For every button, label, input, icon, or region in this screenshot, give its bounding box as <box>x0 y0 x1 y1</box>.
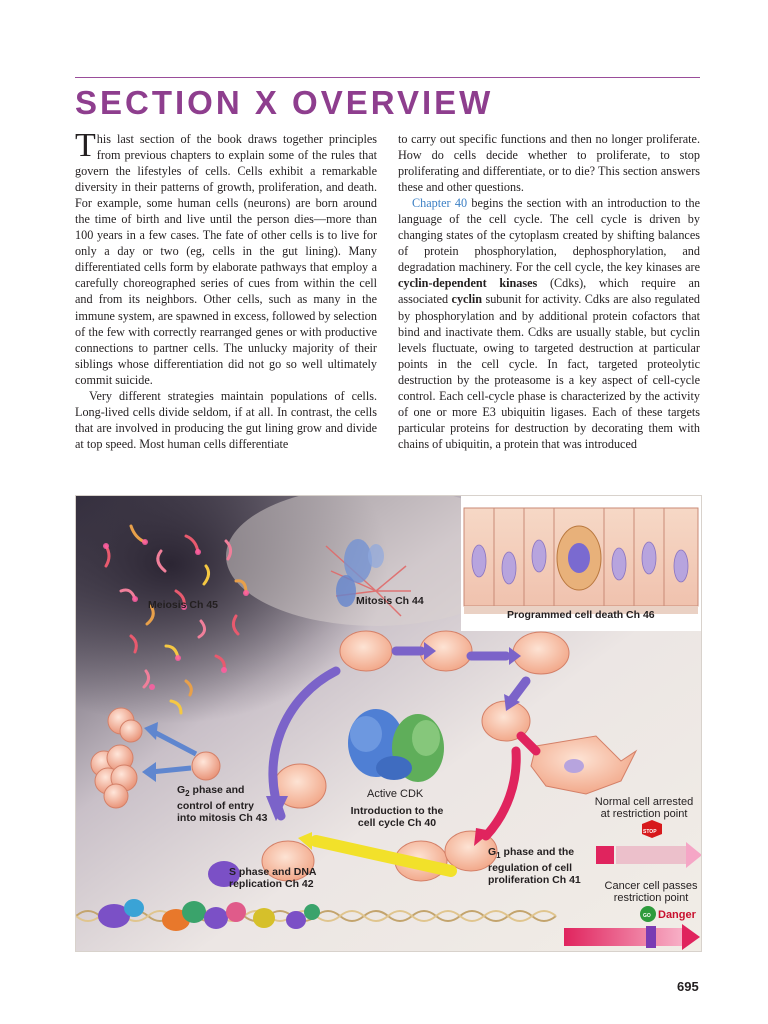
term-cyclin: cyclin <box>451 292 483 307</box>
label-s-line-1: S phase and DNA <box>229 866 317 878</box>
right-paragraph-2-a: begins the section with an introduction to the language of the cell cycle. The cell cycle is driven by changing states of the cytoplasm created by shifting balances of protein phosphorylation, dephosphorylation, and degradation machinery. For the cell cycle, the key kinases are <box>398 196 700 275</box>
left-paragraph-2: Very different strategies maintain populations of cells. Long-lived cells divide seldom, if at all. In contrast, the cells that are involved in producing the gut lining grow and divide at top speed. Most human cells differentiate <box>75 388 377 451</box>
label-g1-line-2: regulation of cell <box>488 862 573 875</box>
right-column <box>398 131 700 452</box>
label-g1-line-1 <box>488 846 581 862</box>
label-programmed-cell-death: Programmed cell death Ch 46 <box>507 609 655 621</box>
label-g1-line-3: proliferation Ch 41 <box>488 874 581 887</box>
label-g2-letter: G <box>177 784 186 796</box>
label-normal-line-2: at restriction point <box>600 808 688 820</box>
label-intro-line-1: Introduction to the <box>350 805 444 817</box>
label-normal-line-1: Normal cell arrested <box>594 796 694 808</box>
section-title: SECTION X OVERVIEW <box>75 84 494 121</box>
label-g2-rest: phase and <box>189 784 245 796</box>
label-cancer-line-1: Cancer cell passes <box>604 880 698 892</box>
left-paragraph-1 <box>75 127 377 388</box>
drop-cap: T <box>75 127 96 164</box>
label-cancer-cell <box>596 880 702 904</box>
term-cdk: cyclin-dependent kinases <box>398 276 538 291</box>
label-g2-line-1 <box>177 784 267 800</box>
label-g2-line-2: control of entry <box>177 800 255 813</box>
stop-sign-text: STOP <box>643 829 657 835</box>
cell-cycle-figure <box>75 495 702 952</box>
right-paragraph-2-b: (Cdks), which require an associated <box>398 276 700 307</box>
label-s-phase <box>229 866 317 890</box>
right-paragraph-1: to carry out specific functions and then no longer proliferate. How do cells decide whether to proliferate, to stop proliferating and differentiate, or to die? This section answers these and other questions. <box>398 132 700 195</box>
label-s-line-2: replication Ch 42 <box>229 878 314 890</box>
label-g1-rest: phase and the <box>500 846 575 858</box>
label-meiosis: Meiosis Ch 45 <box>148 599 219 611</box>
label-g1-subscript: 1 <box>496 851 501 861</box>
label-intro-line-2: cell cycle Ch 40 <box>357 817 437 829</box>
label-intro-cell-cycle <box>342 805 452 829</box>
go-sign-text: GO <box>643 913 651 919</box>
label-g2-subscript: 2 <box>185 789 190 799</box>
label-active-cdk: Active CDK <box>367 788 424 800</box>
page-number: 695 <box>677 979 699 994</box>
label-cancer-line-2: restriction point <box>613 892 689 904</box>
left-paragraph-1-text: his last section of the book draws together principles from previous chapters to explain some of the rules that govern the lifestyles of cells. Cells exhibit a remarkable diversity in their patterns of growth, proliferation, and death. For example, some human cells (neurons) are born around the time of birth and live until the person dies—more than 100 years in a few cases. The fate of other cells is to live for only a day or two (eg, cells in the gut lining). Many differentiated cells form by elaborate pathways that employ a carefully choreographed series of cues from within the cell and from its neighbors. Other cells, such as many in the immune system, are spawned in excess, followed by selection of the few with correctly rearranged genes or with productive connections to partner cells. The unlucky majority of their siblings whose differentiation did not go so well ultimately commit suicide. <box>75 132 377 387</box>
label-normal-cell <box>584 796 702 820</box>
right-paragraph-2 <box>398 195 700 452</box>
label-danger: Danger <box>658 909 696 921</box>
label-g1-letter: G <box>488 846 497 858</box>
left-column <box>75 127 377 452</box>
right-paragraph-2-c: subunit for activity. Cdks are also regulated by phosphorylation and by additional protein cofactors that bind and inactivate them. Cdks are usually stable, but cyclin levels fluctuate, owing to targeted destruction at particular points in the cell cycle. In fact, targeted proteolytic destruction by the proteasome is a key aspect of cell-cycle control. Each cell-cycle phase is characterized by the activity of one or more E3 ubiquitin ligases. Each of these targets particular proteins for destruction by decorating them with chains of ubiquitin, a protein that was introduced <box>398 292 700 451</box>
chapter-40-link[interactable]: Chapter 40 <box>412 196 468 211</box>
label-g1-phase <box>488 846 581 886</box>
label-g2-line-3: into mitosis Ch 43 <box>177 812 268 825</box>
label-mitosis: Mitosis Ch 44 <box>356 595 424 607</box>
label-g2-phase <box>177 784 267 824</box>
top-rule <box>75 77 700 78</box>
active-cdk-protein <box>348 709 444 782</box>
